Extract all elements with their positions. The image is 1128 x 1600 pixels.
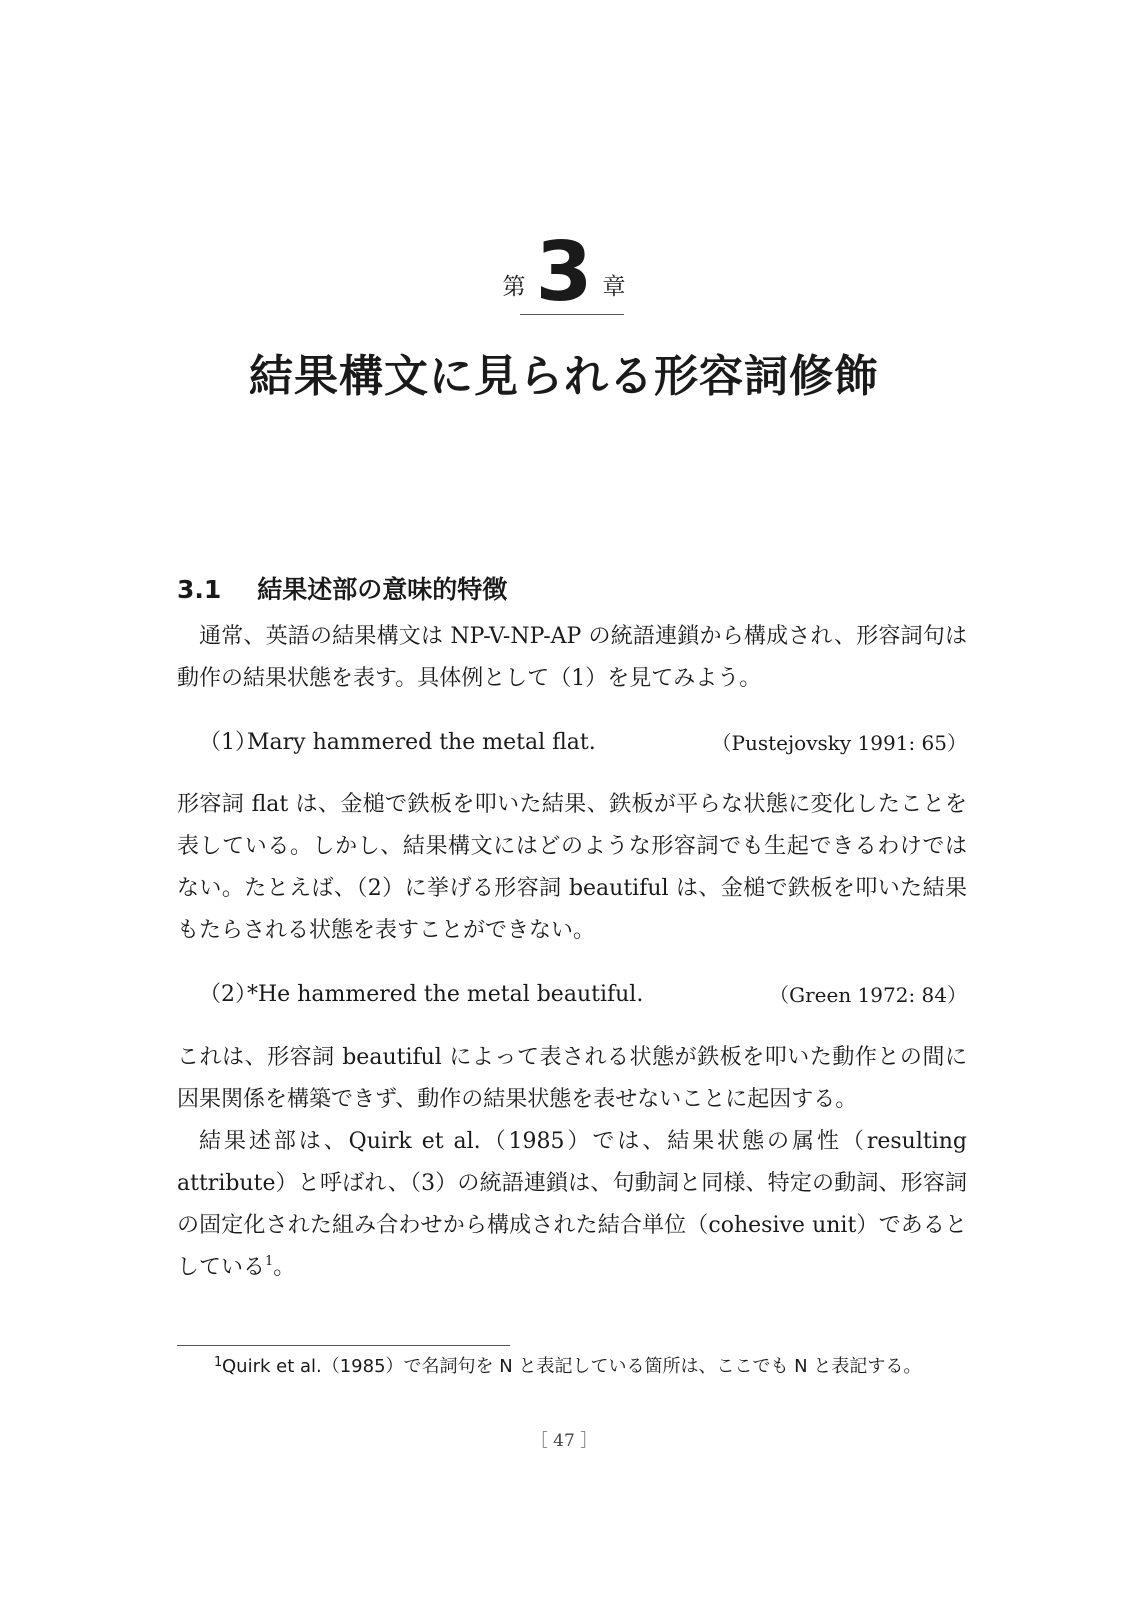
chapter-suffix: 章 (602, 274, 626, 300)
section-heading (177, 570, 507, 606)
footnote-mark: 1 (214, 1355, 223, 1370)
footnote-divider (177, 1345, 510, 1346)
page-number: ［ 47 ］ (530, 1431, 598, 1451)
example-2 (177, 974, 967, 1016)
paragraph-4-end: 。 (273, 1255, 296, 1280)
example-2-number: （2） (199, 982, 257, 1007)
chapter-number: 3 (535, 225, 593, 320)
footnote (214, 1352, 967, 1382)
chapter-prefix: 第 (502, 274, 526, 300)
example-1-source: （Pustejovsky 1991: 65） (711, 731, 967, 755)
example-2-text: *He hammered the metal beautiful. (247, 982, 644, 1007)
section-title: 結果述部の意味的特徴 (257, 575, 508, 604)
example-1-number: （1） (199, 730, 257, 755)
section-number: 3.1 (177, 575, 222, 604)
example-1 (177, 722, 967, 764)
paragraph-1: 通常、英語の結果構文は NP-V-NP-AP の統語連鎖から構成され、形容詞句は動作の結果状態を表す。具体例として（1）を見てみよう。 (177, 624, 967, 691)
chapter-title: 結果構文に見られる形容詞修飾 (249, 351, 879, 402)
paragraph-4-text: 結果述部は、Quirk et al.（1985）では、結果状態の属性（resulting attribute）と呼ばれ、（3）の統語連鎖は、句動詞と同様、特定の動詞、形容詞の固定化された組み合わせから構成された結合単位（cohesive unit）であるとしている (177, 1129, 967, 1280)
paragraph-3: これは、形容詞 beautiful によって表される状態が鉄板を叩いた動作との間に因果関係を構築できず、動作の結果状態を表せないことに起因する。 (177, 1045, 967, 1112)
chapter-divider (520, 314, 624, 315)
chapter-label (0, 225, 1128, 320)
footnote-reference[interactable]: 1 (265, 1254, 274, 1269)
example-2-source: （Green 1972: 84） (769, 983, 967, 1007)
footnote-text: Quirk et al.（1985）で名詞句を N と表記している箇所は、ここでも N と表記する。 (222, 1356, 922, 1377)
paragraph-4 (177, 1121, 967, 1289)
paragraph-2: 形容詞 flat は、金槌で鉄板を叩いた結果、鉄板が平らな状態に変化したことを表している。しかし、結果構文にはどのような形容詞でも生起できるわけではない。たとえば、（2）に挙げる形容詞 beautiful は、金槌で鉄板を叩いた結果もたらされる状態を表すことができない。 (177, 792, 967, 943)
example-1-text: Mary hammered the metal flat. (247, 730, 596, 755)
